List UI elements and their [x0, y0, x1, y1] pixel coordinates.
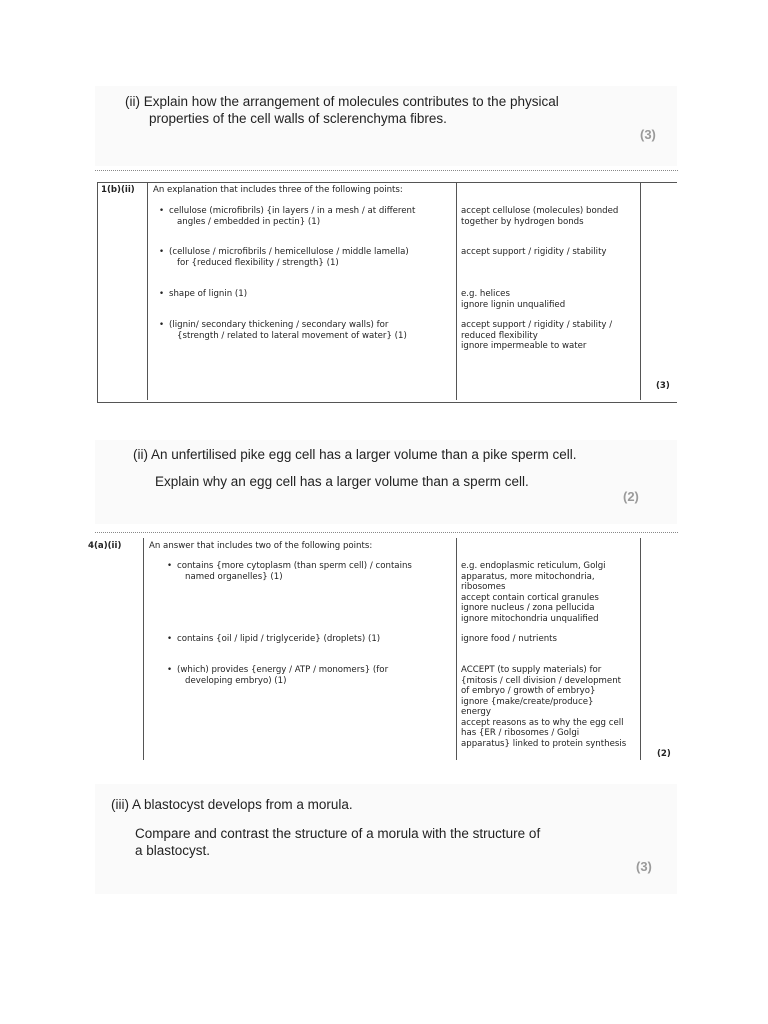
ms1-question-ref: 1(b)(ii)	[101, 185, 135, 195]
mark-scheme-1	[97, 182, 677, 404]
ms2-col-divider-2	[456, 538, 457, 760]
mark-scheme-2	[88, 538, 677, 764]
ms1-intro: An explanation that includes three of the following points:	[153, 185, 403, 195]
bullet-icon: •	[167, 561, 173, 571]
question-1-divider	[95, 170, 678, 171]
ms1-top-border	[97, 182, 677, 183]
ms1-col-divider-2	[456, 182, 457, 400]
ms2-note: ACCEPT (to supply materials) for {mitosis / cell division / development of embryo / growth of embryo} ignore {make/create/produce} energy accept reasons as to why the egg cell has {ER / ribosomes / Golgi apparatus} linked to protein synthesis	[461, 665, 627, 749]
ms1-bottom-border	[97, 402, 677, 403]
ms2-point: • (which) provides {energy / ATP / monomers} (for developing embryo) (1)	[167, 665, 389, 686]
ms1-total-marks: (3)	[656, 381, 670, 391]
ms2-point: • contains {more cytoplasm (than sperm cell) / contains named organelles} (1)	[167, 561, 412, 582]
bullet-icon: •	[167, 634, 173, 644]
ms2-note: e.g. endoplasmic reticulum, Golgi apparatus, more mitochondria, ribosomes accept contain cortical granules ignore nucleus / zona pellucida ignore mitochondria unqualified	[461, 561, 606, 624]
bullet-icon: •	[159, 320, 165, 330]
ms2-total-marks: (2)	[657, 749, 671, 759]
question-3-line-2: Compare and contrast the structure of a morula with the structure of	[135, 826, 541, 841]
ms2-question-ref: 4(a)(ii)	[88, 541, 122, 551]
ms1-note: e.g. helices ignore lignin unqualified	[461, 289, 566, 310]
ms2-intro: An answer that includes two of the following points:	[149, 541, 373, 551]
question-2-line-1: (ii) An unfertilised pike egg cell has a larger volume than a pike sperm cell.	[133, 447, 577, 462]
ms1-point: • cellulose (microfibrils) {in layers / in a mesh / at different angles / embedded in pectin} (1)	[159, 206, 416, 227]
ms2-col-divider-1	[143, 538, 144, 760]
question-1-line-2: properties of the cell walls of sclerenchyma fibres.	[149, 111, 447, 126]
bullet-icon: •	[159, 206, 165, 216]
question-3-line-3: a blastocyst.	[135, 843, 211, 858]
ms1-note: accept support / rigidity / stability	[461, 247, 607, 257]
ms1-point: • (lignin/ secondary thickening / secondary walls) for {strength / related to lateral movement of water} (1)	[159, 320, 407, 341]
question-2-marks: (2)	[623, 489, 639, 504]
ms1-point: • shape of lignin (1)	[159, 289, 248, 299]
ms1-note: accept cellulose (molecules) bonded together by hydrogen bonds	[461, 206, 619, 227]
question-2-divider	[95, 532, 678, 533]
ms1-left-border	[97, 182, 98, 403]
question-3-marks: (3)	[636, 859, 652, 874]
question-3-line-1: (iii) A blastocyst develops from a morula.	[111, 797, 353, 812]
ms1-note: accept support / rigidity / stability / reduced flexibility ignore impermeable to water	[461, 320, 613, 351]
ms1-point: • (cellulose / microfibrils / hemicellulose / middle lamella) for {reduced flexibility / strength} (1)	[159, 247, 409, 268]
question-1-marks: (3)	[640, 127, 656, 142]
ms2-note: ignore food / nutrients	[461, 634, 558, 644]
bullet-icon: •	[159, 289, 165, 299]
bullet-icon: •	[159, 247, 165, 257]
question-2-line-2: Explain why an egg cell has a larger volume than a sperm cell.	[155, 474, 529, 489]
ms1-col-divider-1	[147, 182, 148, 400]
question-1-line-1: (ii) Explain how the arrangement of molecules contributes to the physical	[125, 94, 559, 109]
ms2-point: • contains {oil / lipid / triglyceride} (droplets) (1)	[167, 634, 381, 644]
bullet-icon: •	[167, 665, 173, 675]
